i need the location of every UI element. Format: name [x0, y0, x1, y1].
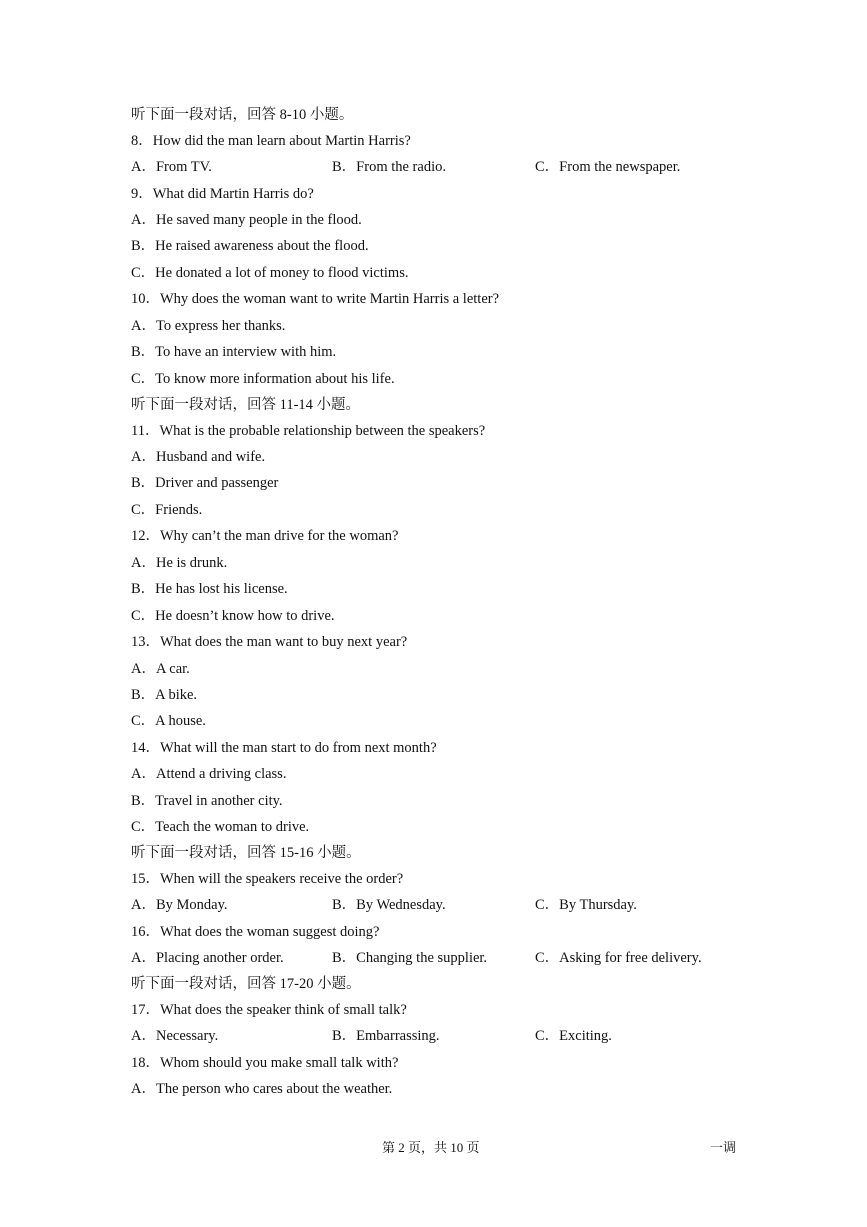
- option-a: A．The person who cares about the weather.: [131, 1081, 393, 1097]
- option-a: A．From TV.: [131, 159, 212, 175]
- option-c: C．Asking for free delivery.: [535, 950, 702, 966]
- footer-tag: 一调: [710, 1140, 737, 1155]
- option-b: B．From the radio.: [332, 159, 446, 175]
- option-a: A．By Monday.: [131, 897, 228, 913]
- option-b: B．He raised awareness about the flood.: [131, 238, 369, 254]
- option-c: C．By Thursday.: [535, 897, 637, 913]
- option-a: A．He saved many people in the flood.: [131, 212, 362, 228]
- option-a: A．Necessary.: [131, 1028, 219, 1044]
- question-stem: 10．Why does the woman want to write Martin Harris a letter?: [131, 291, 500, 307]
- question-stem: 9．What did Martin Harris do?: [131, 186, 314, 202]
- question-stem: 8．How did the man learn about Martin Harris?: [131, 133, 411, 149]
- option-b: B．A bike.: [131, 687, 198, 703]
- option-b: B．Driver and passenger: [131, 475, 279, 491]
- option-a: A．He is drunk.: [131, 555, 228, 571]
- option-c: C．Friends.: [131, 502, 203, 518]
- option-a: A．To express her thanks.: [131, 318, 286, 334]
- question-stem: 12．Why can’t the man drive for the woman?: [131, 528, 399, 544]
- option-c: C．Teach the woman to drive.: [131, 819, 310, 835]
- option-b: B．By Wednesday.: [332, 897, 446, 913]
- option-b: B．Embarrassing.: [332, 1028, 440, 1044]
- option-a: A．A car.: [131, 661, 190, 677]
- question-stem: 16．What does the woman suggest doing?: [131, 924, 380, 940]
- section-header: 听下面一段对话，回答 17-20 小题。: [131, 976, 361, 992]
- question-stem: 18．Whom should you make small talk with?: [131, 1055, 399, 1071]
- option-c: C．To know more information about his life.: [131, 371, 395, 387]
- option-c: C．He doesn’t know how to drive.: [131, 608, 335, 624]
- section-header: 听下面一段对话，回答 11-14 小题。: [131, 397, 361, 413]
- page-number: 第 2 页，共 10 页: [382, 1140, 480, 1155]
- question-stem: 11．What is the probable relationship between the speakers?: [131, 423, 486, 439]
- question-stem: 15．When will the speakers receive the order?: [131, 871, 404, 887]
- option-c: C．Exciting.: [535, 1028, 612, 1044]
- question-stem: 14．What will the man start to do from next month?: [131, 740, 437, 756]
- option-c: C．A house.: [131, 713, 206, 729]
- option-a: A．Placing another order.: [131, 950, 284, 966]
- option-b: B．To have an interview with him.: [131, 344, 337, 360]
- option-a: A．Husband and wife.: [131, 449, 266, 465]
- option-a: A．Attend a driving class.: [131, 766, 287, 782]
- option-c: C．From the newspaper.: [535, 159, 681, 175]
- section-header: 听下面一段对话，回答 8-10 小题。: [131, 107, 354, 123]
- option-b: B．Changing the supplier.: [332, 950, 488, 966]
- question-stem: 17．What does the speaker think of small talk?: [131, 1002, 407, 1018]
- option-c: C．He donated a lot of money to flood victims.: [131, 265, 409, 281]
- option-b: B．He has lost his license.: [131, 581, 288, 597]
- section-header: 听下面一段对话，回答 15-16 小题。: [131, 845, 361, 861]
- option-b: B．Travel in another city.: [131, 793, 283, 809]
- question-stem: 13．What does the man want to buy next year?: [131, 634, 408, 650]
